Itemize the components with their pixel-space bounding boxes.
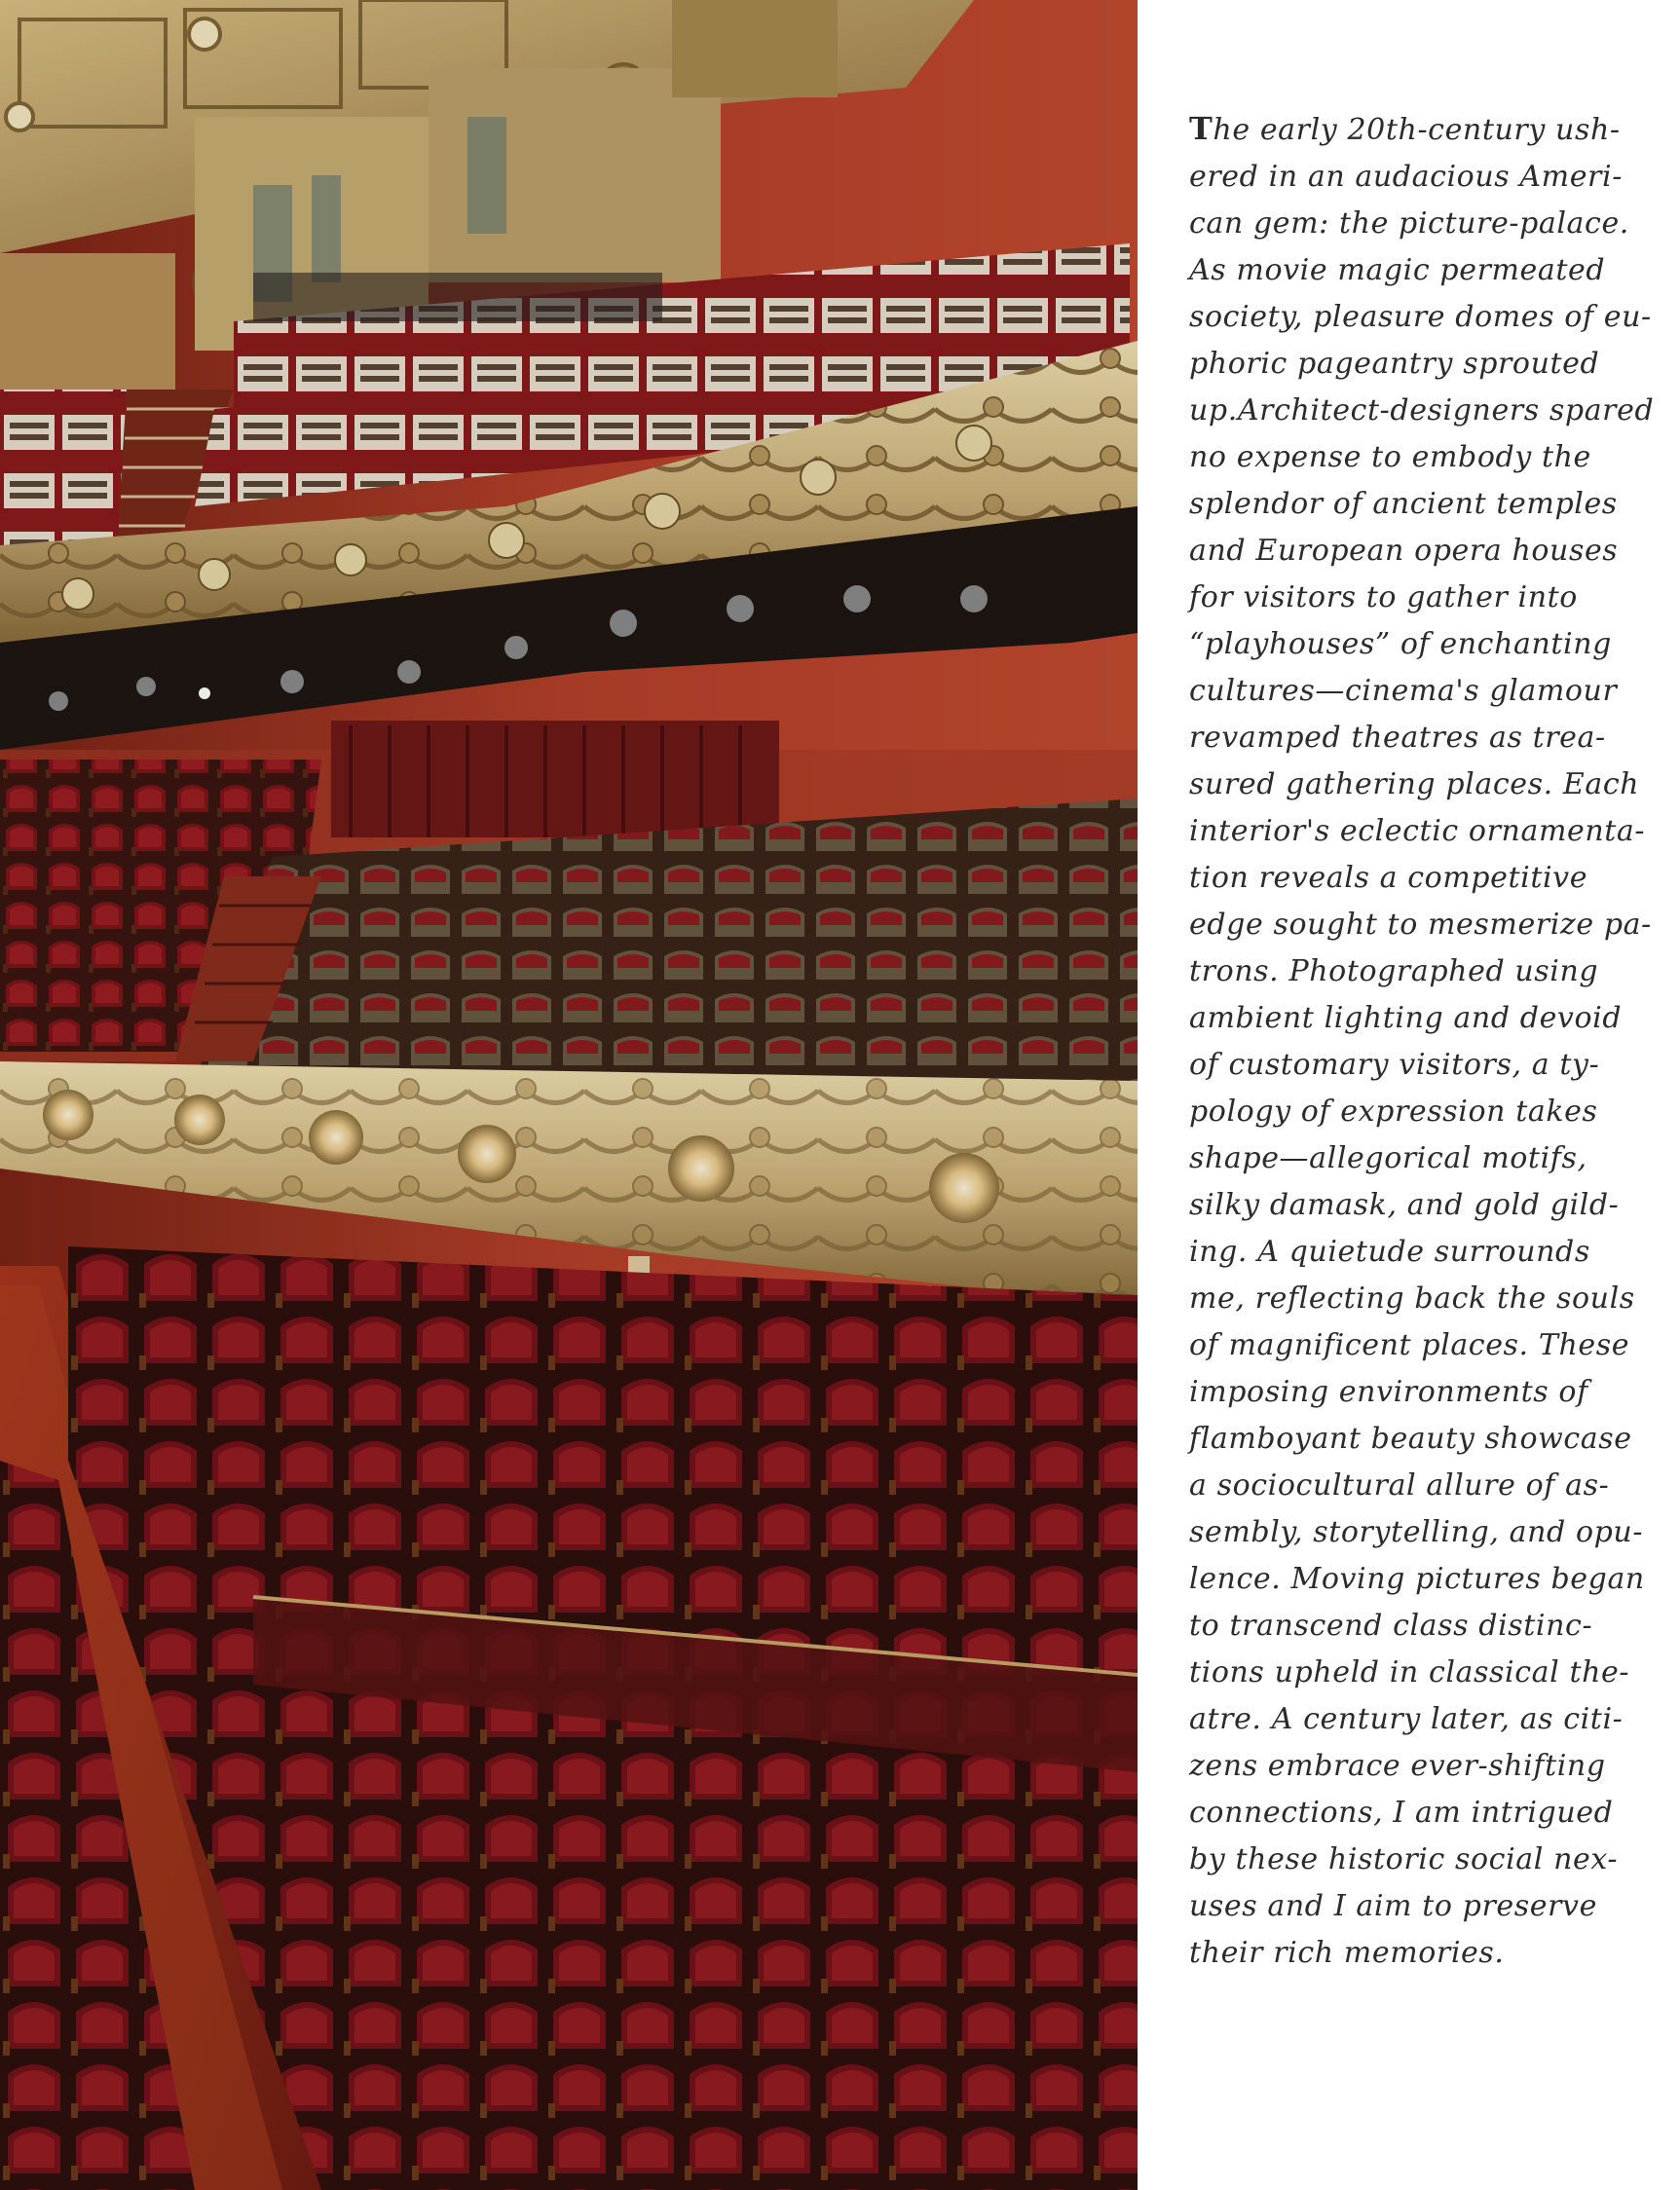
essay-line-text: me, reflecting back the souls [1189,1281,1635,1316]
essay-line-text: zens embrace ever-shifting [1189,1749,1606,1783]
essay-line-text: lence. Moving pictures began [1189,1562,1645,1596]
essay-line-text: tion reveals a competitive [1189,861,1588,895]
essay-line-text: sembly, storytelling, and opu- [1189,1515,1644,1549]
essay-line-text: ing. A quietude surrounds [1189,1235,1590,1269]
essay-line-text: atre. A century later, as citi- [1189,1702,1624,1736]
essay-line-text: imposing environments of [1189,1375,1588,1409]
essay-line-text: he early 20th-century ush- [1213,113,1621,147]
essay-line-text: a sociocultural allure of as- [1189,1468,1610,1503]
essay-line-text: interior's eclectic ornamenta- [1189,814,1646,848]
essay-line [1189,341,1647,388]
essay-line [1189,105,1647,154]
essay-line-text: uses and I aim to preserve [1189,1889,1597,1923]
essay-line [1189,154,1647,201]
essay-line-text: society, pleasure domes of eu- [1189,300,1652,334]
essay-line-text: by these historic social nex- [1189,1842,1619,1876]
essay-line-text: revamped theatres as trea- [1189,721,1606,755]
essay-line-text: cultures—cinema's glamour [1189,674,1618,708]
essay-line-text: flamboyant beauty showcase [1189,1422,1632,1456]
essay-line-text: of magnificent places. These [1189,1328,1630,1362]
essay-line-text: up.Architect-designers spared [1189,393,1655,427]
essay-line-text: silky damask, and gold gild- [1189,1188,1620,1222]
essay-line [1189,1650,1647,1696]
essay-line-text: can gem: the picture-palace. [1189,206,1629,241]
essay-line [1189,668,1647,715]
essay-line-text: phoric pageantry sprouted [1189,347,1600,381]
essay-line [1189,247,1647,294]
essay-line-text: to transcend class distinc- [1189,1609,1593,1643]
essay-line [1189,1509,1647,1556]
essay-column [1138,0,1680,2190]
essay-line [1189,1696,1647,1743]
essay-line [1189,1229,1647,1276]
essay-line-text: ered in an audacious Ameri- [1189,160,1623,194]
essay-line-text: “playhouses” of enchanting [1189,627,1612,661]
essay-line [1189,1322,1647,1369]
essay-line [1189,1837,1647,1883]
essay-line-text: their rich memories. [1189,1936,1505,1970]
essay-paragraph [1189,105,1655,1977]
essay-line-text: As movie magic permeated [1189,253,1606,287]
essay-line [1189,995,1647,1042]
essay-line [1189,1089,1647,1135]
essay-line [1189,1556,1647,1603]
essay-line-text: trons. Photographed using [1189,954,1599,988]
essay-line-text: splendor of ancient temples [1189,487,1618,521]
essay-line-text: pology of expression takes [1189,1095,1598,1129]
essay-line [1189,201,1647,247]
essay-line-text: and European opera houses [1189,534,1619,568]
essay-line-text: ambient lighting and devoid [1189,1001,1623,1035]
essay-line [1189,948,1647,995]
essay-line [1189,1930,1647,1977]
essay-line-text: tions upheld in classical the- [1189,1655,1630,1689]
essay-line [1189,434,1647,481]
essay-line-text: sured gathering places. Each [1189,767,1640,801]
essay-line [1189,1042,1647,1089]
essay-line [1189,388,1655,434]
essay-line-text: shape—allegorical motifs, [1189,1141,1587,1175]
essay-line [1189,761,1647,808]
essay-line [1189,294,1652,341]
essay-line [1189,1463,1647,1509]
essay-line [1189,1369,1647,1416]
essay-line-text: for visitors to gather into [1189,580,1578,614]
essay-line-text: no expense to embody the [1189,440,1591,474]
essay-line [1189,855,1647,902]
essay-line [1189,528,1647,575]
essay-line [1189,575,1647,621]
essay-line [1189,1743,1647,1790]
essay-line-text: of customary visitors, a ty- [1189,1048,1600,1082]
essay-line [1189,621,1647,668]
essay-line [1189,715,1647,761]
essay-line-text: connections, I am intrigued [1189,1796,1614,1830]
essay-line [1189,902,1652,948]
essay-line [1189,481,1647,528]
essay-line [1189,1276,1647,1322]
essay-line [1189,1135,1647,1182]
essay-line [1189,808,1647,855]
essay-line-text: edge sought to mesmerize pa- [1189,908,1652,942]
essay-line [1189,1182,1647,1229]
drop-cap: T [1189,110,1213,147]
essay-line [1189,1883,1647,1930]
essay-line [1189,1790,1647,1837]
essay-line [1189,1416,1647,1463]
essay-line [1189,1603,1647,1650]
